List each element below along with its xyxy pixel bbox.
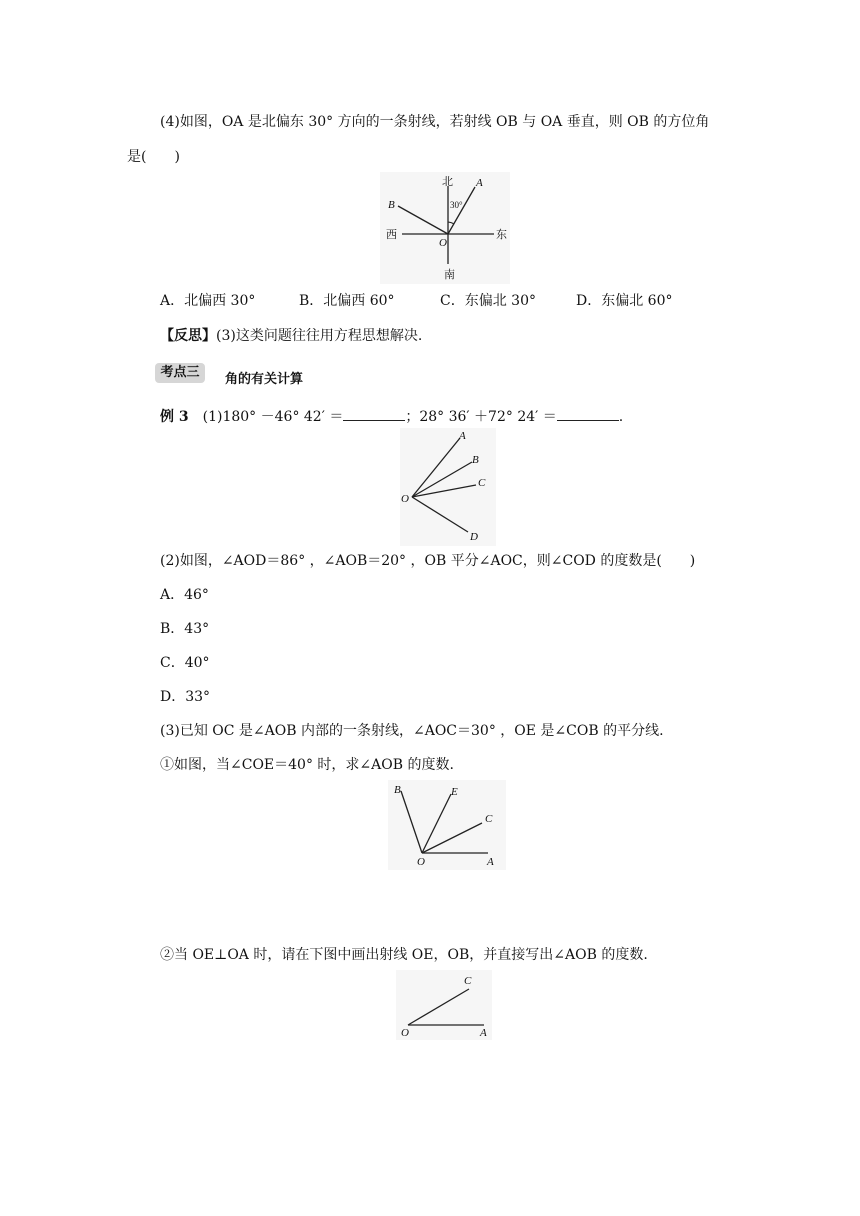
compass-figure — [380, 172, 510, 284]
part-2-option-a: A．46° — [160, 587, 209, 603]
point-o-label: O — [417, 856, 425, 868]
point-o-label: O — [401, 1027, 409, 1039]
question-4-text: (4)如图，OA 是北偏东 30° 方向的一条射线，若射线 OB 与 OA 垂直，则 OB 的方位角 — [160, 114, 710, 130]
part-2-option-c: C．40° — [160, 655, 210, 671]
example-3-part-2: (2)如图，∠AOD＝86° ，∠AOB＝20° ，OB 平分∠AOC，则∠COD 的度数是( ) — [160, 553, 696, 569]
answer-blank-1[interactable] — [343, 408, 405, 421]
point-a-label: A — [459, 430, 466, 442]
part-1-expr-a: (1)180° －46° 42′ ＝ — [202, 409, 344, 425]
section-badge: 考点三 — [155, 363, 205, 383]
part-2-option-d: D．33° — [160, 689, 211, 705]
west-label: 西 — [386, 229, 397, 241]
part-2-option-b: B．43° — [160, 621, 210, 637]
reflection-text: (3)这类问题往往用方程思想解决. — [216, 328, 423, 344]
angle-label: 30° — [450, 200, 463, 210]
point-b-label: B — [388, 199, 395, 211]
section-title: 角的有关计算 — [225, 372, 304, 387]
option-c: C．东偏北 30° — [440, 293, 536, 309]
point-b-label: B — [472, 454, 479, 466]
point-d-label: D — [470, 531, 478, 543]
rays-figure-2 — [388, 780, 506, 870]
part-1-end: . — [618, 409, 624, 425]
point-o-label: O — [439, 237, 447, 249]
option-d: D．东偏北 60° — [576, 293, 673, 309]
north-label: 北 — [442, 176, 453, 188]
option-b: B．北偏西 60° — [299, 293, 395, 309]
point-a-label: A — [480, 1027, 487, 1039]
point-b-label: B — [394, 784, 401, 796]
point-e-label: E — [451, 786, 458, 798]
reflection-label: 【反思】 — [160, 328, 216, 344]
point-c-label: C — [485, 813, 493, 825]
point-o-label: O — [401, 493, 409, 505]
point-c-label: C — [464, 975, 472, 987]
part-3-sub-1: ①如图，当∠COE＝40° 时，求∠AOB 的度数. — [160, 757, 454, 773]
point-a-label: A — [476, 177, 483, 189]
example-label: 例 3 — [160, 409, 189, 425]
option-a: A．北偏西 30° — [160, 293, 256, 309]
question-4-text-cont: 是( ) — [127, 149, 180, 165]
part-3-sub-2: ②当 OE⊥OA 时，请在下图中画出射线 OE，OB，并直接写出∠AOB 的度数. — [160, 947, 648, 963]
rays-figure-3 — [396, 970, 492, 1040]
south-label: 南 — [444, 269, 455, 281]
point-a-label: A — [487, 856, 494, 868]
east-label: 东 — [496, 229, 507, 241]
answer-blank-2[interactable] — [557, 408, 619, 421]
reflection — [160, 326, 422, 346]
example-3-part-3: (3)已知 OC 是∠AOB 内部的一条射线，∠AOC＝30° ，OE 是∠COB 的平分线. — [160, 723, 664, 739]
part-1-expr-b: ；28° 36′ ＋72° 24′ ＝ — [405, 409, 557, 425]
point-c-label: C — [478, 477, 486, 489]
example-3-part-1 — [160, 407, 623, 427]
rays-figure-1 — [400, 428, 496, 546]
